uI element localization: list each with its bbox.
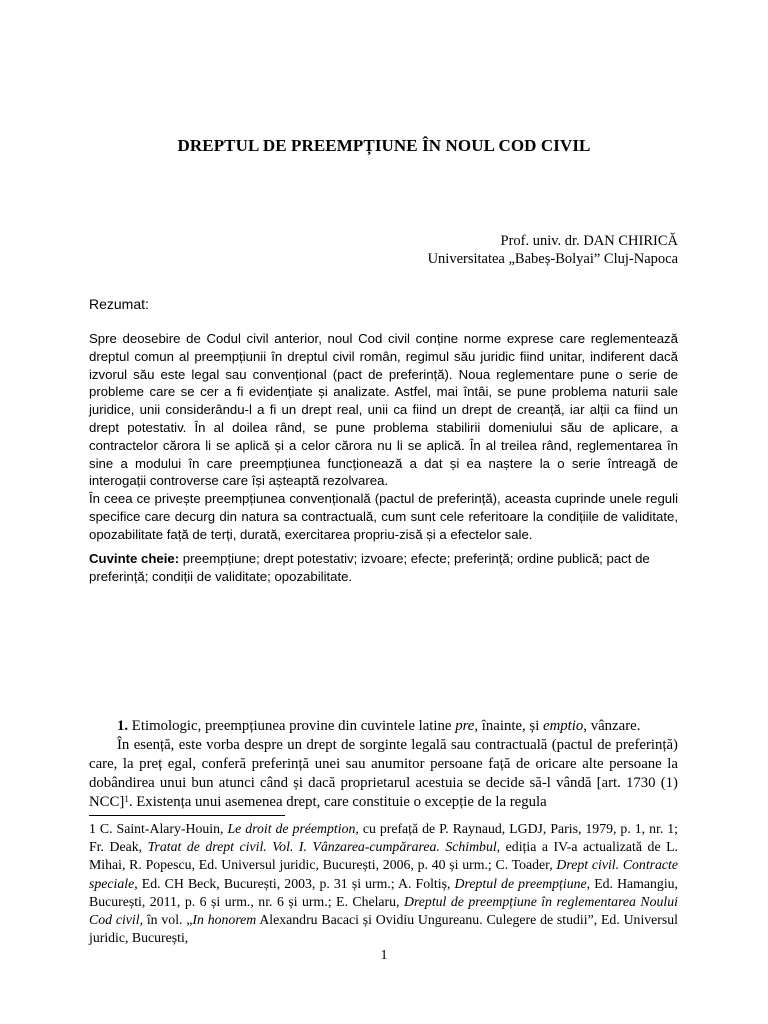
body-text-run: Etimologic, preempțiunea provine din cuvintele latine [128, 718, 456, 734]
section-number: 1. [117, 718, 129, 734]
keywords [89, 550, 678, 586]
author-affiliation: Universitatea „Babeș-Bolyai” Cluj-Napoca [427, 251, 678, 267]
footnote-italic: Dreptul de preempțiune [454, 875, 587, 891]
footnote-text: Alexandru Bacaci și Ovidiu Ungureanu. Culegere de studii”, Ed. Universul juridic, București, [89, 912, 678, 946]
latin-word-emptio: emptio [543, 718, 584, 734]
footnote-text: , în vol. „ [139, 912, 193, 928]
body-text-run: În esență, este vorba despre un drept de sorginte legală sau contractuală (pactul de preferință) care, la preț egal, conferă preferință unei sau anumitor persoane față de oricare alte persoane la dobândirea unui bun atunci când și dacă proprietarul acestuia se decide să-l vândă [art. 1730 (1) NCC] [89, 737, 678, 810]
author-name: Prof. univ. dr. DAN CHIRICĂ [500, 233, 678, 249]
body-text [89, 717, 678, 812]
summary-paragraph-2: În ceea ce privește preempțiunea convențională (pactul de preferință), aceasta cuprinde unele reguli specifice care decurg din natura sa contractuală, cum sunt cele referitoare la condițiile de validitate, opozabilitate față de terți, durată, exercitarea propriu-zisă și a efectelor sale. [89, 491, 678, 542]
footnote-text: , Ed. Hamangiu, București, 2011, p. 6 și urm., nr. 6 și urm.; E. Chelaru, [89, 875, 679, 909]
keywords-label: Cuvinte cheie: [89, 551, 180, 566]
footnote-text: , ediția a IV-a actualizată de L. Mihai, R. Popescu, Ed. Universul juridic, București, 2006, p. 40 și urm.; C. Toader, [89, 839, 678, 873]
footnote-separator [89, 815, 285, 816]
summary-paragraph-1: Spre deosebire de Codul civil anterior, noul Cod civil conține norme exprese care reglementează dreptul comun al preempțiunii în dreptul civil român, regimul său juridic fiind unitar, indiferent dacă izvorul său este legal sau convențional (pact de preferință). Noua reglementare pune o serie de probleme care se cer a fi evidențiate și analizate. Astfel, mai întâi, se pune problema naturii sale juridice, unii considerându-l a fi un drept real, unii ca fiind un drept de creanță, iar alții ca fiind un drept potestativ. În al doilea rând, se pune problema stabilirii domeniului său de aplicare, a contractelor cărora li se aplică și a celor cărora nu li se aplică. În al treilea rând, reglementarea în sine a modului în care preempțiunea funcționează a dat și ea naștere la o serie întreagă de interogații controverse care își așteaptă rezolvarea. [89, 331, 678, 489]
summary-label-colon: : [145, 296, 149, 312]
footnote-text: , cu prefață de P. Raynaud, LGDJ, Paris, 1979, p. 1, nr. 1; Fr. Deak, [89, 821, 678, 855]
footnote-1 [89, 820, 678, 947]
page-number: 1 [380, 948, 388, 963]
document-title: DREPTUL DE PREEMPȚIUNE ÎN NOUL COD CIVIL [177, 136, 591, 155]
latin-word-pre: pre [455, 718, 475, 734]
footnote-italic: Le droit de préemption [227, 821, 356, 836]
summary-text [89, 330, 678, 544]
body-text-run: . Existența unui asemenea drept, care constituie o excepție de la regula [128, 794, 547, 810]
footnote-italic: Tratat de drept civil. Vol. I. Vânzarea-cumpărarea. Schimbul [147, 839, 497, 855]
footnote-italic: Drept civil. Contracte speciale [89, 857, 678, 891]
footnote-text: , Ed. CH Beck, București, 2003, p. 31 și urm.; A. Foltiș, [134, 875, 455, 891]
footnote-ref[interactable]: 1 [124, 794, 129, 804]
body-text-run: , înainte, și [474, 718, 544, 734]
footnote-italic: In honorem [192, 912, 257, 928]
keywords-text: preempțiune; drept potestativ; izvoare; efecte; preferință; ordine publică; pact de preferință; condiții de validitate; opozabilitate. [89, 551, 650, 584]
footnote-italic: Dreptul de preempțiune în reglementarea Noului Cod civil [89, 893, 678, 928]
body-paragraph-2 [89, 736, 678, 812]
summary-heading [89, 296, 149, 312]
summary-label: Rezumat [89, 296, 146, 312]
body-text-run: , vânzare. [583, 718, 641, 734]
author-block [428, 232, 678, 268]
body-paragraph-1 [89, 717, 678, 736]
footnote-text: 1 C. Saint-Alary-Houin, [89, 821, 228, 836]
